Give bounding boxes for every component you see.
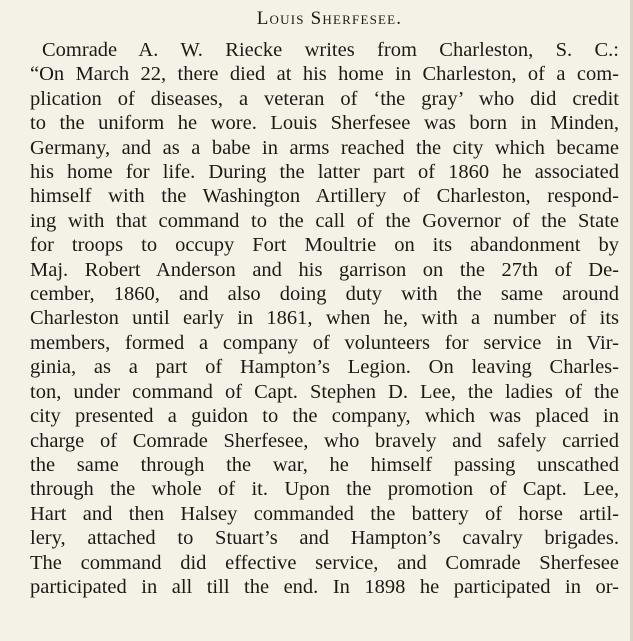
text-line: Comrade A. W. Riecke writes from Charleston, S. C.: [42, 39, 619, 61]
text-line: city presented a guidon to the company, which was placed in [30, 405, 619, 428]
text-line: Charleston until early in 1861, when he, with a number of its [30, 307, 619, 330]
text-line: Germany, and as a babe in arms reached the city which became [30, 136, 619, 159]
text-line: plication of diseases, a veteran of ‘the gray’ who did credit [30, 87, 619, 110]
article-body [30, 38, 619, 599]
text-line: to the uniform he wore. Louis Sherfesee was born in Minden, [30, 112, 619, 135]
text-line: lery, attached to Stuart’s and Hampton’s cavalry brigades. [30, 527, 619, 550]
text-line: “On March 22, there died at his home in Charleston, of a com- [30, 63, 619, 86]
text-line: The command did effective service, and Comrade Sherfesee [30, 551, 619, 574]
text-line: ing with that command to the call of the Governor of the State [30, 209, 619, 232]
text-line: his home for life. During the latter part of 1860 he associated [30, 161, 619, 184]
text-line: ton, under command of Capt. Stephen D. Lee, the ladies of the [30, 380, 619, 403]
text-line: members, formed a company of volunteers for service in Vir- [30, 331, 619, 354]
text-line: Maj. Robert Anderson and his garrison on the 27th of De- [30, 258, 619, 281]
text-line: for troops to occupy Fort Moultrie on its abandonment by [30, 234, 619, 257]
text-line: Hart and then Halsey commanded the battery of horse artil- [30, 502, 619, 525]
text-line: himself with the Washington Artillery of Charleston, respond- [30, 185, 619, 208]
text-line: ginia, as a part of Hampton’s Legion. On leaving Charles- [30, 356, 619, 379]
article-heading: Louis Sherfesee. [256, 8, 403, 29]
text-line: participated in all till the end. In 1898 he participated in or- [30, 575, 619, 598]
text-line: cember, 1860, and also doing duty with the same around [30, 283, 619, 306]
text-line: charge of Comrade Sherfesee, who bravely and safely carried [30, 429, 619, 452]
text-line: the same through the war, he himself passing unscathed [30, 453, 619, 476]
text-line: through the whole of it. Upon the promotion of Capt. Lee, [30, 478, 619, 501]
